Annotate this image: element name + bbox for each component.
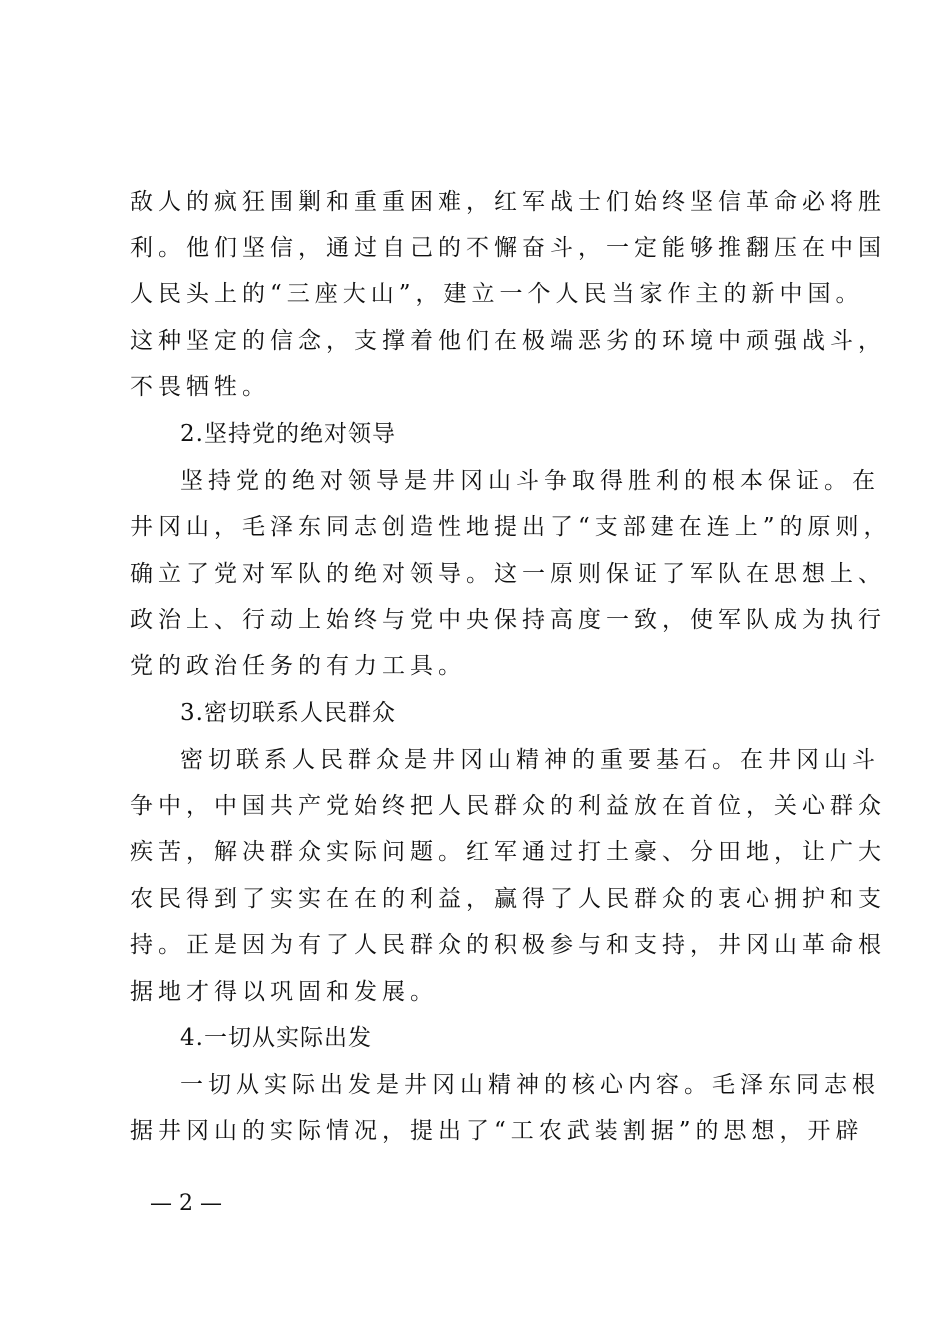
paragraph-line: 持。正是因为有了人民群众的积极参与和支持，井冈山革命根 — [130, 932, 886, 958]
paragraph-line: 人民头上的“三座大山”，建立一个人民当家作主的新中国。 — [130, 281, 864, 307]
paragraph-line: 密切联系人民群众是井冈山精神的重要基石。在井冈山斗 — [180, 747, 880, 773]
paragraph-line: 政治上、行动上始终与党中央保持高度一致，使军队成为执行 — [130, 607, 886, 633]
paragraph-line: 确立了党对军队的绝对领导。这一原则保证了军队在思想上、 — [130, 561, 886, 587]
paragraph-line: 不畏牺牲。 — [130, 374, 270, 400]
paragraph-line: 据井冈山的实际情况，提出了“工农武装割据”的思想，开辟 — [130, 1118, 864, 1144]
section-heading-2: 2.坚持党的绝对领导 — [180, 421, 396, 447]
paragraph-line: 坚持党的绝对领导是井冈山斗争取得胜利的根本保证。在 — [180, 468, 880, 494]
page-number: — 2 — — [150, 1191, 222, 1216]
paragraph-line: 这种坚定的信念，支撑着他们在极端恶劣的环境中顽强战斗， — [130, 328, 886, 354]
paragraph-line: 一切从实际出发是井冈山精神的核心内容。毛泽东同志根 — [180, 1072, 880, 1098]
paragraph-line: 井冈山，毛泽东同志创造性地提出了“支部建在连上”的原则， — [130, 514, 892, 540]
paragraph-line: 争中，中国共产党始终把人民群众的利益放在首位，关心群众 — [130, 793, 886, 819]
paragraph-line: 利。他们坚信，通过自己的不懈奋斗，一定能够推翻压在中国 — [130, 235, 886, 261]
section-heading-4: 4.一切从实际出发 — [180, 1025, 372, 1051]
paragraph-line: 疾苦，解决群众实际问题。红军通过打土豪、分田地，让广大 — [130, 839, 886, 865]
paragraph-line: 农民得到了实实在在的利益，赢得了人民群众的衷心拥护和支 — [130, 886, 886, 912]
section-heading-3: 3.密切联系人民群众 — [180, 700, 396, 726]
paragraph-line: 据地才得以巩固和发展。 — [130, 979, 438, 1005]
paragraph-line: 党的政治任务的有力工具。 — [130, 653, 466, 679]
paragraph-line: 敌人的疯狂围剿和重重困难，红军战士们始终坚信革命必将胜 — [130, 189, 886, 215]
